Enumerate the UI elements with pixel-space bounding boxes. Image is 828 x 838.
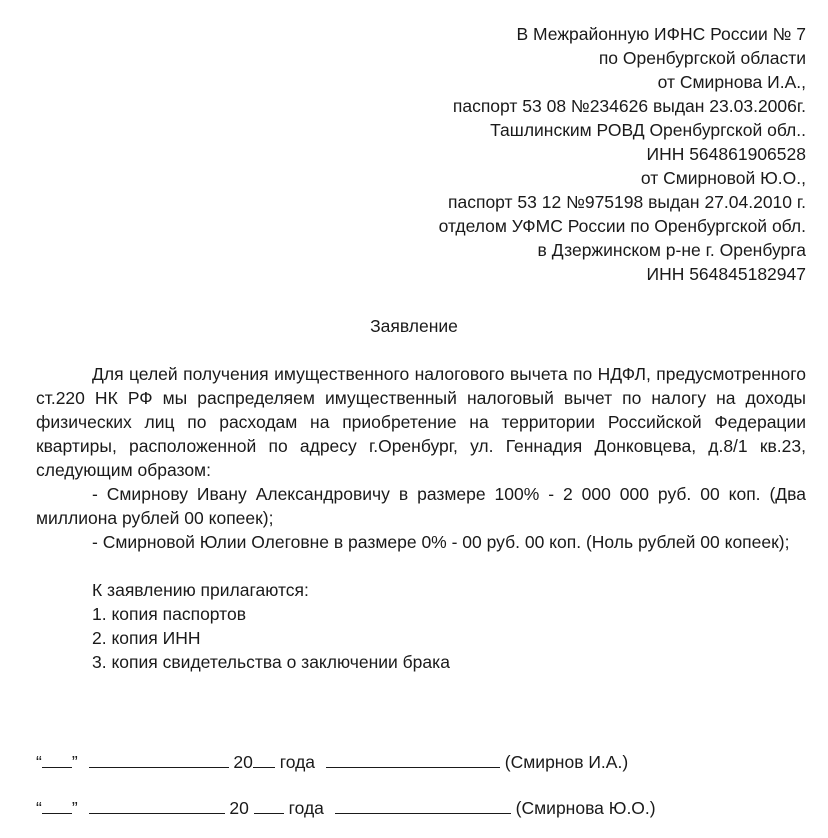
header-line: паспорт 53 08 №234626 выдан 23.03.2006г. bbox=[452, 96, 806, 116]
signer-name: (Смирнова Ю.О.) bbox=[515, 798, 656, 818]
document-body bbox=[36, 362, 806, 674]
signature-line-2 bbox=[36, 796, 656, 820]
header-line: Ташлинским РОВД Оренбургской обл.. bbox=[490, 120, 806, 140]
attachment-item: 1. копия паспортов bbox=[92, 604, 246, 624]
header-line: ИНН 564845182947 bbox=[646, 264, 806, 284]
header-line: В Межрайонную ИФНС России № 7 bbox=[516, 24, 806, 44]
signer-name: (Смирнов И.А.) bbox=[504, 752, 629, 772]
distribution-item-1: - Смирнову Ивану Александровичу в размере 100% - 2 000 000 руб. 00 коп. (Два миллиона рублей 00 копеек); bbox=[36, 484, 806, 528]
month-blank bbox=[89, 753, 229, 768]
open-quote: “ bbox=[36, 798, 42, 818]
document-title: Заявление bbox=[370, 316, 458, 336]
signature-line-1 bbox=[36, 750, 628, 774]
attachment-item: 2. копия ИНН bbox=[92, 628, 201, 648]
main-paragraph: Для целей получения имущественного налогового вычета по НДФЛ, предусмотренного ст.220 НК РФ мы распределяем имущественный налоговый вычет по налогу на доходы физических лиц по расходам на приобретение на территории Российской Федерации квартиры, расположенной по адресу г.Оренбург, ул. Геннадия Донковцева, д.8/1 кв.23, следующим образом: bbox=[36, 364, 806, 480]
year-word: года bbox=[279, 752, 316, 772]
header-line: от Смирновой Ю.О., bbox=[640, 168, 806, 188]
header-line: ИНН 564861906528 bbox=[646, 144, 806, 164]
close-quote: ” bbox=[71, 752, 78, 772]
year-blank bbox=[253, 753, 275, 768]
header-line: отделом УФМС России по Оренбургской обл. bbox=[438, 216, 806, 236]
signature-blank bbox=[326, 753, 500, 768]
year-prefix: 20 bbox=[233, 752, 253, 772]
signature-blank bbox=[335, 799, 511, 814]
year-word: года bbox=[288, 798, 324, 818]
addressee-block bbox=[286, 22, 806, 286]
close-quote: ” bbox=[71, 798, 78, 818]
header-line: от Смирнова И.А., bbox=[657, 72, 806, 92]
attachment-item: 3. копия свидетельства о заключении брака bbox=[92, 652, 450, 672]
header-line: по Оренбургской области bbox=[598, 48, 806, 68]
year-blank bbox=[254, 799, 284, 814]
distribution-item-2: - Смирновой Юлии Олеговне в размере 0% - 00 руб. 00 коп. (Ноль рублей 00 копеек); bbox=[92, 532, 790, 552]
header-line: паспорт 53 12 №975198 выдан 27.04.2010 г. bbox=[448, 192, 806, 212]
attachments-heading: К заявлению прилагаются: bbox=[92, 580, 309, 600]
header-line: в Дзержинском р-не г. Оренбурга bbox=[537, 240, 806, 260]
open-quote: “ bbox=[36, 752, 42, 772]
attachments-block bbox=[36, 578, 806, 674]
day-blank bbox=[42, 799, 72, 814]
day-blank bbox=[42, 753, 72, 768]
month-blank bbox=[89, 799, 225, 814]
year-prefix: 20 bbox=[229, 798, 249, 818]
